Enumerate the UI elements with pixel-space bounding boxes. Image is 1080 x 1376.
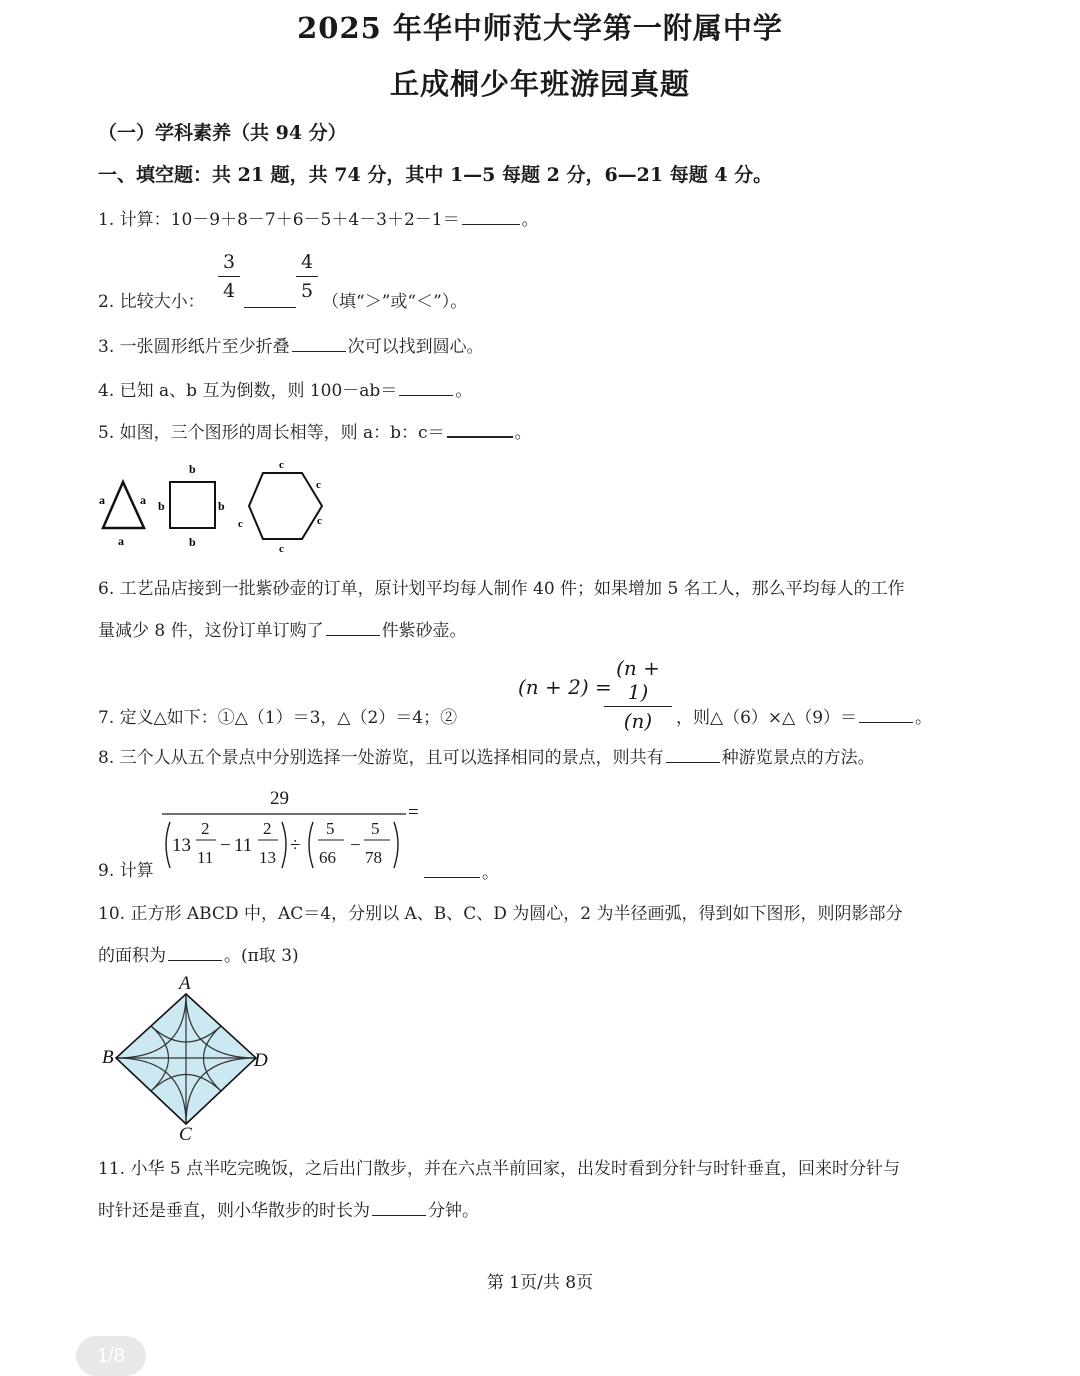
question-1-text: 1. 计算：10－9＋8－7＋6－5＋4－3＋2－1＝	[98, 210, 460, 230]
answer-blank	[462, 223, 520, 225]
hexagon-side-label: c	[279, 543, 284, 555]
question-7-text: 7. 定义△如下：①△（1）＝3，△（2）＝4；②	[98, 708, 458, 728]
triangle-side-label: a	[140, 493, 146, 507]
square-side-label: b	[158, 499, 165, 513]
answer-blank	[399, 394, 453, 396]
question-9-label: 9. 计算	[98, 861, 154, 881]
hexagon-side-label: c	[279, 459, 284, 471]
fraction-4-5: 4 5	[296, 250, 318, 303]
question-4: 4. 已知 a、b 互为倒数，则 100－ab＝ 。	[98, 381, 473, 401]
question-1: 1. 计算：10－9＋8－7＋6－5＋4－3＋2－1＝ 。	[98, 210, 539, 230]
answer-blank	[292, 350, 346, 352]
right-paren	[282, 822, 286, 868]
part-heading: 一、填空题：共 21 题，共 74 分，其中 1—5 每题 2 分，6—21 每题 4 分。	[98, 164, 773, 186]
svg-text:13: 13	[259, 848, 276, 867]
svg-text:2: 2	[201, 819, 210, 838]
square-side-label: b	[218, 499, 225, 513]
vertex-c-label: C	[179, 1124, 192, 1144]
page-indicator-badge[interactable]: 1/8	[76, 1336, 146, 1376]
question-2-suffix: （填“＞”或“＜”）。	[322, 292, 468, 312]
hexagon-side-label: c	[238, 518, 243, 530]
question-10-line2: 的面积为 。(π取 3)	[98, 946, 299, 966]
question-3: 3. 一张圆形纸片至少折叠 次可以找到圆心。	[98, 337, 484, 357]
answer-blank	[372, 1214, 426, 1216]
svg-text:66: 66	[319, 848, 336, 867]
svg-text:5: 5	[326, 819, 335, 838]
triangle-side-label: a	[118, 534, 124, 548]
svg-text:5: 5	[371, 819, 380, 838]
svg-text:−: −	[220, 835, 231, 856]
svg-text:78: 78	[365, 848, 382, 867]
question-6-line2: 量减少 8 件，这份订单订购了 件紫砂壶。	[98, 621, 467, 641]
answer-blank	[168, 959, 222, 961]
triangle-side-label: a	[99, 493, 105, 507]
vertex-a-label: A	[179, 974, 191, 994]
vertex-b-label: B	[102, 1047, 114, 1068]
page-title: 2025 年华中师范大学第一附属中学	[297, 11, 783, 45]
vertex-d-label: D	[254, 1050, 268, 1071]
hexagon-shape	[249, 473, 322, 539]
question-10-line1: 10. 正方形 ABCD 中，AC＝4，分别以 A、B、C、D 为圆心，2 为半径画弧，得到如下图形，则阴影部分	[98, 904, 903, 924]
svg-text:÷: ÷	[290, 835, 301, 856]
question-6-line1: 6. 工艺品店接到一批紫砂壶的订单，原计划平均每人制作 40 件；如果增加 5 名工人，那么平均每人的工作	[98, 579, 905, 599]
question-2-prefix: 2. 比较大小：	[98, 292, 205, 312]
answer-blank	[859, 721, 913, 723]
question-9-answer: 。	[422, 858, 499, 883]
formula-lhs: (n + 2) =	[518, 675, 612, 699]
triangle-shape	[103, 482, 144, 528]
svg-text:2: 2	[263, 819, 272, 838]
question-5: 5. 如图，三个图形的周长相等，则 a：b：c＝ 。	[98, 423, 532, 443]
svg-text:11: 11	[197, 848, 214, 867]
answer-blank	[447, 435, 513, 438]
square-arcs-figure	[96, 974, 276, 1144]
fraction-3-4: 3 4	[218, 250, 240, 303]
square-side-label: b	[189, 535, 196, 549]
hexagon-side-label: c	[317, 515, 322, 527]
hexagon-side-label: c	[316, 479, 321, 491]
equals-sign: =	[408, 802, 419, 823]
left-paren	[309, 822, 313, 868]
square-side-label: b	[189, 462, 196, 476]
formula-fraction: (n + 1) (n)	[604, 656, 672, 733]
square-shape	[170, 482, 215, 528]
answer-blank	[666, 761, 720, 763]
question-11-line1: 11. 小华 5 点半吃完晚饭，之后出门散步，并在六点半前回家，出发时看到分针与时针垂直，回来时分针与	[98, 1159, 901, 1179]
answer-blank	[326, 634, 380, 636]
question-7-tail: ，则△（6）×△（9）＝ 。	[676, 708, 933, 728]
right-paren	[394, 822, 398, 868]
page-footer: 第 1页/共 8页	[486, 1273, 594, 1293]
answer-blank	[424, 876, 480, 878]
svg-text:13: 13	[172, 835, 191, 856]
svg-text:11: 11	[234, 835, 253, 856]
svg-text:−: −	[350, 835, 361, 856]
answer-blank	[244, 306, 296, 308]
question-9-expression	[160, 784, 430, 876]
numerator-29: 29	[270, 788, 289, 809]
question-11-line2: 时针还是垂直，则小华散步的时长为 分钟。	[98, 1201, 479, 1221]
section-label: （一）学科素养（共 94 分）	[98, 122, 347, 144]
question-8: 8. 三个人从五个景点中分别选择一处游览，且可以选择相同的景点，则共有 种游览景点的方法。	[98, 748, 875, 768]
left-paren	[166, 822, 170, 868]
perimeter-shapes-figure	[96, 456, 336, 556]
page-subtitle: 丘成桐少年班游园真题	[389, 67, 690, 101]
